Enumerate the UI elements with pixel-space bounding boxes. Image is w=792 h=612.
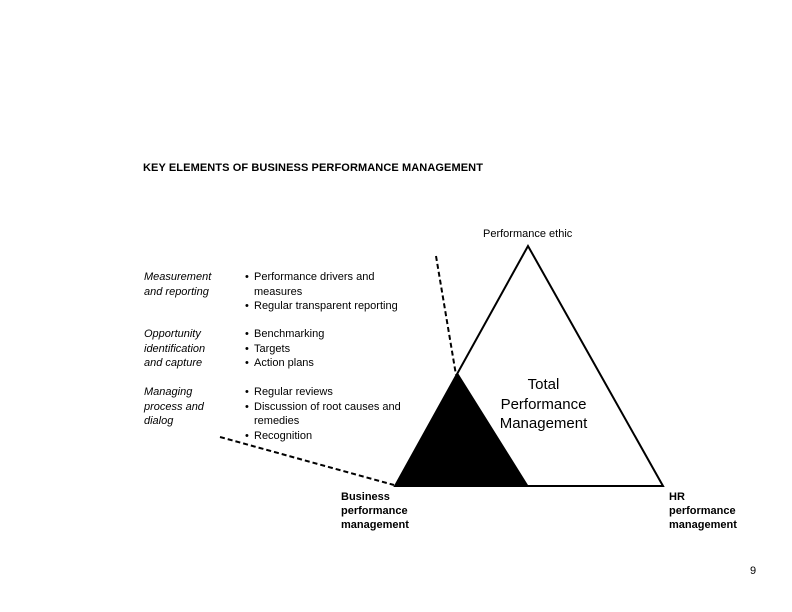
dashed-callout-bottom <box>220 437 394 485</box>
row-label-line: and capture <box>144 357 203 369</box>
row-label-opportunity <box>144 327 234 371</box>
dashed-callout-top <box>436 256 456 375</box>
bottom-left-label <box>341 490 409 532</box>
corner-label-line: management <box>341 519 409 531</box>
corner-label-line: HR <box>669 491 685 503</box>
center-label <box>486 375 601 434</box>
bullet-item: • Recognition <box>245 429 425 444</box>
center-label-line: Performance <box>500 395 587 413</box>
row-bullets-measurement <box>245 270 425 314</box>
row-bullets-opportunity <box>245 327 425 371</box>
center-label-line: Total <box>527 376 560 393</box>
bullet-item: • Regular reviews <box>245 385 425 400</box>
slide-title: KEY ELEMENTS OF BUSINESS PERFORMANCE MANAGEMENT <box>143 162 484 174</box>
row-label-line: Managing <box>144 386 193 398</box>
page-number: 9 <box>750 565 757 577</box>
center-label-line: Management <box>499 415 588 432</box>
apex-label: Performance ethic <box>483 228 573 240</box>
bottom-right-label <box>669 490 737 532</box>
corner-label-line: performance <box>341 505 408 517</box>
corner-label-line: performance <box>669 505 736 517</box>
row-label-line: dialog <box>144 415 174 427</box>
bullet-item: • Action plans <box>245 356 425 371</box>
bullet-item: • Benchmarking <box>245 327 425 342</box>
corner-label-line: management <box>669 519 737 531</box>
bullet-item: • Targets <box>245 342 425 357</box>
row-bullets-managing <box>245 385 425 443</box>
bullet-item: • Regular transparent reporting <box>245 299 425 314</box>
row-label-line: process and <box>144 400 204 413</box>
bullet-item: • Performance drivers and measures <box>245 270 394 299</box>
row-label-line: Opportunity <box>144 328 201 340</box>
row-label-managing <box>144 385 234 429</box>
row-label-line: and reporting <box>144 285 209 298</box>
row-label-line: Measurement <box>144 271 212 283</box>
row-label-measurement <box>144 270 234 299</box>
row-label-line: identification <box>144 342 206 355</box>
corner-label-line: Business <box>341 491 390 503</box>
bullet-item: • Discussion of root causes and remedies <box>245 400 419 429</box>
